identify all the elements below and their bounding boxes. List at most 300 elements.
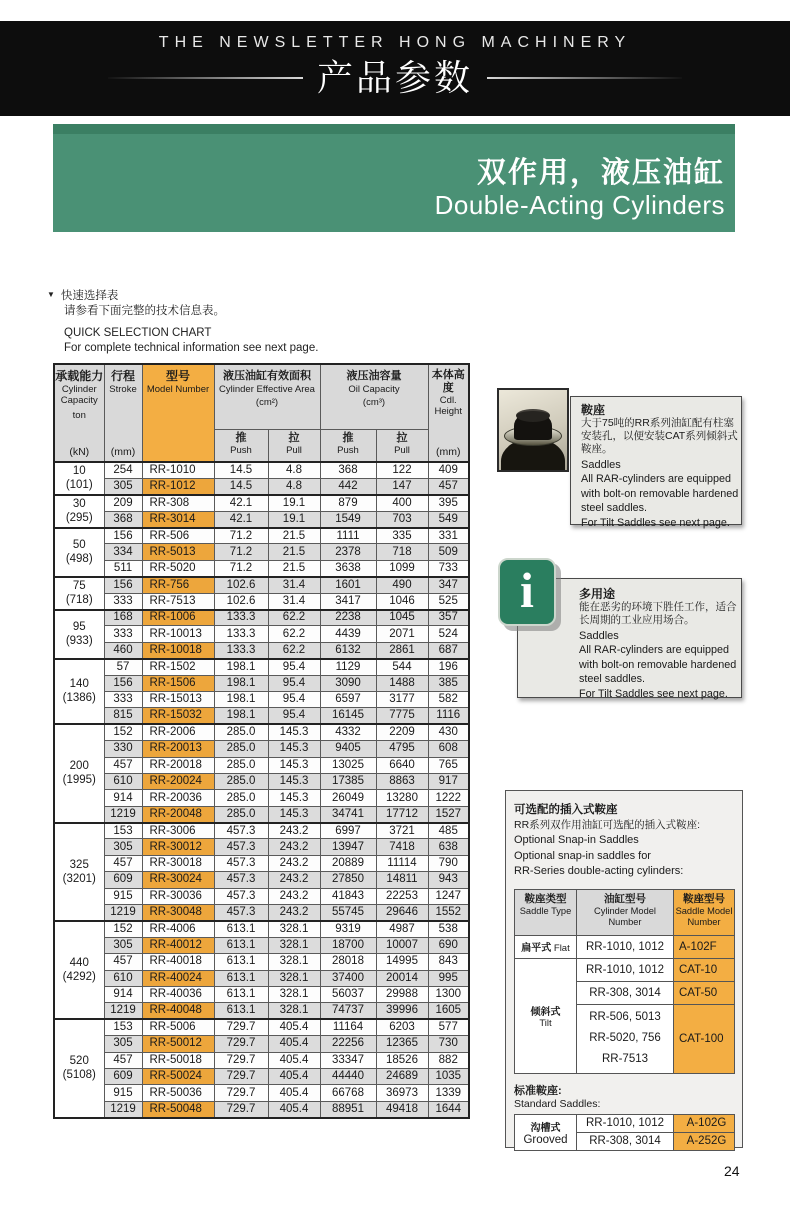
cyl-model-line: RR-7513 xyxy=(601,1053,649,1065)
model-cell: RR-10018 xyxy=(142,642,214,658)
model-cell: RR-2006 xyxy=(142,724,214,740)
oil-push-cell: 879 xyxy=(320,495,376,511)
area-push-cell: 729.7 xyxy=(214,1068,268,1084)
header-capacity-ton: ton xyxy=(72,410,86,421)
versatility-en-line: with bolt-on removable hardened xyxy=(579,658,737,671)
table-row xyxy=(54,1101,469,1117)
height-cell: 524 xyxy=(428,626,469,642)
oil-push-cell: 3090 xyxy=(320,675,376,691)
model-cell: RR-50012 xyxy=(142,1036,214,1052)
capacity-cell: 440 (4292) xyxy=(54,921,104,1019)
oil-pull-cell: 29646 xyxy=(376,905,428,921)
area-pull-cell: 62.2 xyxy=(268,626,320,642)
cyl-model-line: RR-506, 5013 xyxy=(589,1011,661,1023)
area-pull-cell: 4.8 xyxy=(268,462,320,478)
model-cell: RR-10013 xyxy=(142,626,214,642)
area-push-cell: 102.6 xyxy=(214,593,268,609)
height-cell: 917 xyxy=(428,773,469,789)
capacity-cell: 50 (498) xyxy=(54,528,104,577)
height-cell: 843 xyxy=(428,954,469,970)
optional-saddles-box xyxy=(505,790,743,1148)
oil-pull-cell: 20014 xyxy=(376,970,428,986)
header-oil-pull xyxy=(376,430,428,462)
area-push-cell: 71.2 xyxy=(214,528,268,544)
oil-push-cell: 41843 xyxy=(320,888,376,904)
header-capacity xyxy=(54,364,104,462)
standard-saddle-table xyxy=(514,1114,735,1151)
table-row xyxy=(54,528,469,544)
stroke-cell: 457 xyxy=(104,1052,142,1068)
model-cell: RR-50024 xyxy=(142,1068,214,1084)
area-pull-cell: 145.3 xyxy=(268,724,320,740)
table-row xyxy=(54,987,469,1003)
saddles-en-line: steel saddles. xyxy=(581,502,648,514)
area-push-cell: 14.5 xyxy=(214,462,268,478)
saddles-en-line: All RAR-cylinders are equipped xyxy=(581,473,732,485)
stroke-cell: 153 xyxy=(104,823,142,839)
oil-pull-cell: 6203 xyxy=(376,1019,428,1035)
table-row xyxy=(54,1068,469,1084)
opt-col1-zh: 鞍座类型 xyxy=(524,892,567,905)
oil-pull-cell: 3721 xyxy=(376,823,428,839)
area-push-cell: 42.1 xyxy=(214,495,268,511)
area-pull-cell: 21.5 xyxy=(268,544,320,560)
area-pull-cell: 328.1 xyxy=(268,970,320,986)
model-cell: RR-40018 xyxy=(142,954,214,970)
header-area-en: Cylinder Effective Area xyxy=(219,384,315,395)
oil-pull-cell: 147 xyxy=(376,478,428,494)
saddles-title-zh: 鞍座 xyxy=(581,403,606,417)
oil-push-cell: 55745 xyxy=(320,905,376,921)
oil-pull-cell: 18526 xyxy=(376,1052,428,1068)
oil-push-cell: 13025 xyxy=(320,757,376,773)
oil-push-cell: 18700 xyxy=(320,937,376,953)
area-push-cell: 285.0 xyxy=(214,741,268,757)
height-cell: 1339 xyxy=(428,1085,469,1101)
header-height xyxy=(428,364,469,462)
area-pull-cell: 95.4 xyxy=(268,708,320,724)
opt-col1-en: Saddle Type xyxy=(519,905,572,916)
area-push-cell: 613.1 xyxy=(214,970,268,986)
header-area-pull xyxy=(268,430,320,462)
versatility-en-line: For Tilt Saddles see next page. xyxy=(579,687,728,700)
area-pull-cell: 243.2 xyxy=(268,839,320,855)
header-stroke-en: Stroke xyxy=(109,384,137,395)
area-pull-cell: 145.3 xyxy=(268,806,320,822)
header-area-unit: (cm²) xyxy=(255,397,279,408)
saddle-type-cell xyxy=(515,935,577,958)
optional-saddle-table xyxy=(514,889,735,1074)
masthead-title-row xyxy=(0,57,790,99)
model-cell: RR-1010 xyxy=(142,462,214,478)
area-push-cell: 457.3 xyxy=(214,905,268,921)
area-push-cell: 613.1 xyxy=(214,937,268,953)
masthead-title: 产品参数 xyxy=(316,57,473,98)
saddles-en-line: with bolt-on removable hardened xyxy=(581,487,739,500)
height-cell: 1644 xyxy=(428,1101,469,1117)
area-pull-cell: 405.4 xyxy=(268,1085,320,1101)
oil-push-cell: 2378 xyxy=(320,544,376,560)
saddle-type-cell xyxy=(515,958,577,1073)
saddle-model-cell: CAT-100 xyxy=(674,1004,735,1073)
stroke-cell: 609 xyxy=(104,1068,142,1084)
oil-push-cell: 37400 xyxy=(320,970,376,986)
height-cell: 765 xyxy=(428,757,469,773)
info-icon-glyph: i xyxy=(520,562,534,618)
header-height-unit: (mm) xyxy=(436,446,461,458)
oil-push-cell: 11164 xyxy=(320,1019,376,1035)
table-row xyxy=(515,958,735,981)
oil-pull-cell: 10007 xyxy=(376,937,428,953)
table-row xyxy=(515,935,735,958)
saddle-model-cell: A-102G xyxy=(674,1114,735,1132)
model-cell: RR-30018 xyxy=(142,855,214,871)
header-area-push xyxy=(214,430,268,462)
table-row xyxy=(54,757,469,773)
versatility-zh-line: 能在恶劣的环境下胜任工作，适合 xyxy=(579,601,737,613)
stroke-cell: 457 xyxy=(104,954,142,970)
oil-push-cell: 442 xyxy=(320,478,376,494)
cyl-model-cell: RR-308, 3014 xyxy=(577,981,674,1004)
area-push-cell: 729.7 xyxy=(214,1085,268,1101)
area-push-cell: 613.1 xyxy=(214,954,268,970)
area-pull-cell: 405.4 xyxy=(268,1101,320,1117)
optional-subtitle-en: Optional snap-in saddles for xyxy=(514,849,651,862)
model-cell: RR-40048 xyxy=(142,1003,214,1019)
oil-push-cell: 28018 xyxy=(320,954,376,970)
intro-line3: QUICK SELECTION CHART xyxy=(64,327,212,339)
banner-title-en: Double-Acting Cylinders xyxy=(434,190,725,220)
oil-pull-cell: 1099 xyxy=(376,560,428,576)
versatility-title-en: Saddles xyxy=(579,630,619,642)
stroke-cell: 460 xyxy=(104,642,142,658)
oil-push-cell: 368 xyxy=(320,462,376,478)
oil-push-cell: 16145 xyxy=(320,708,376,724)
stroke-cell: 915 xyxy=(104,1085,142,1101)
oil-push-cell: 88951 xyxy=(320,1101,376,1117)
oil-pull-cell: 8863 xyxy=(376,773,428,789)
table-row xyxy=(54,773,469,789)
oil-push-cell: 44440 xyxy=(320,1068,376,1084)
cyl-model-cell: RR-1010, 1012 xyxy=(577,958,674,981)
model-cell: RR-1502 xyxy=(142,659,214,675)
oil-pull-cell: 22253 xyxy=(376,888,428,904)
height-cell: 395 xyxy=(428,495,469,511)
area-push-cell: 613.1 xyxy=(214,921,268,937)
height-cell: 430 xyxy=(428,724,469,740)
area-push-cell: 729.7 xyxy=(214,1036,268,1052)
table-row xyxy=(54,921,469,937)
stroke-cell: 305 xyxy=(104,1036,142,1052)
oil-pull-cell: 490 xyxy=(376,577,428,593)
area-pull-cell: 243.2 xyxy=(268,855,320,871)
oil-pull-cell: 14995 xyxy=(376,954,428,970)
model-cell: RR-1012 xyxy=(142,478,214,494)
height-cell: 1222 xyxy=(428,790,469,806)
oil-pull-cell: 6640 xyxy=(376,757,428,773)
opt-col2-en2: Number xyxy=(608,916,642,927)
stroke-cell: 168 xyxy=(104,610,142,626)
opt-header-saddle-model xyxy=(674,889,735,935)
area-push-cell: 285.0 xyxy=(214,806,268,822)
height-cell: 790 xyxy=(428,855,469,871)
oil-pull-cell: 7775 xyxy=(376,708,428,724)
stroke-cell: 305 xyxy=(104,478,142,494)
area-pull-cell: 19.1 xyxy=(268,511,320,527)
height-cell: 331 xyxy=(428,528,469,544)
table-row xyxy=(54,560,469,576)
pull-en: Pull xyxy=(286,445,302,457)
area-push-cell: 198.1 xyxy=(214,708,268,724)
height-cell: 457 xyxy=(428,478,469,494)
table-row xyxy=(54,593,469,609)
capacity-cell: 200 (1995) xyxy=(54,724,104,822)
oil-push-cell: 1549 xyxy=(320,511,376,527)
header-stroke-zh: 行程 xyxy=(110,369,135,383)
saddle-type-cell xyxy=(515,1114,577,1150)
saddle-photo xyxy=(497,388,569,472)
oil-push-cell: 74737 xyxy=(320,1003,376,1019)
pull-zh: 拉 xyxy=(288,432,300,445)
stroke-cell: 156 xyxy=(104,577,142,593)
area-pull-cell: 145.3 xyxy=(268,773,320,789)
pull-en: Pull xyxy=(394,445,410,457)
intro-line1 xyxy=(47,287,318,304)
oil-push-cell: 9405 xyxy=(320,741,376,757)
stroke-cell: 333 xyxy=(104,691,142,707)
stroke-cell: 152 xyxy=(104,724,142,740)
cylinder-table-body xyxy=(54,462,469,1118)
model-cell: RR-7513 xyxy=(142,593,214,609)
table-row xyxy=(54,954,469,970)
height-cell: 638 xyxy=(428,839,469,855)
oil-pull-cell: 17712 xyxy=(376,806,428,822)
table-row xyxy=(54,1036,469,1052)
capacity-cell: 325 (3201) xyxy=(54,823,104,921)
saddles-title-en: Saddles xyxy=(581,459,621,471)
stroke-cell: 368 xyxy=(104,511,142,527)
oil-pull-cell: 4987 xyxy=(376,921,428,937)
oil-pull-cell: 36973 xyxy=(376,1085,428,1101)
height-cell: 730 xyxy=(428,1036,469,1052)
cyl-model-cell: RR-1010, 1012 xyxy=(577,1114,674,1132)
height-cell: 525 xyxy=(428,593,469,609)
oil-push-cell: 33347 xyxy=(320,1052,376,1068)
height-cell: 1247 xyxy=(428,888,469,904)
oil-pull-cell: 13280 xyxy=(376,790,428,806)
oil-pull-cell: 122 xyxy=(376,462,428,478)
height-cell: 549 xyxy=(428,511,469,527)
area-pull-cell: 145.3 xyxy=(268,757,320,773)
height-cell: 538 xyxy=(428,921,469,937)
header-capacity-unit: (kN) xyxy=(69,446,90,458)
header-stroke xyxy=(104,364,142,462)
oil-push-cell: 2238 xyxy=(320,610,376,626)
height-cell: 943 xyxy=(428,872,469,888)
area-pull-cell: 95.4 xyxy=(268,691,320,707)
model-cell: RR-50048 xyxy=(142,1101,214,1117)
oil-pull-cell: 24689 xyxy=(376,1068,428,1084)
area-pull-cell: 21.5 xyxy=(268,560,320,576)
cylinder-cap-top-shape xyxy=(516,409,550,422)
masthead-line-right xyxy=(487,77,682,79)
pull-zh: 拉 xyxy=(396,432,408,445)
masthead xyxy=(0,21,790,116)
oil-push-cell: 56037 xyxy=(320,987,376,1003)
oil-push-cell: 6597 xyxy=(320,691,376,707)
table-row xyxy=(515,1114,735,1132)
oil-push-cell: 3417 xyxy=(320,593,376,609)
oil-pull-cell: 29988 xyxy=(376,987,428,1003)
area-push-cell: 457.3 xyxy=(214,872,268,888)
area-pull-cell: 243.2 xyxy=(268,872,320,888)
height-cell: 385 xyxy=(428,675,469,691)
saddles-zh-line: 鞍座。 xyxy=(581,443,613,455)
push-en: Push xyxy=(230,445,252,457)
oil-pull-cell: 1045 xyxy=(376,610,428,626)
model-cell: RR-20013 xyxy=(142,741,214,757)
info-icon xyxy=(498,558,556,626)
stroke-cell: 305 xyxy=(104,937,142,953)
stroke-cell: 1219 xyxy=(104,806,142,822)
saddle-model-cell: A-252G xyxy=(674,1132,735,1150)
stroke-cell: 57 xyxy=(104,659,142,675)
saddles-zh-line: 大于75吨的RR系列油缸配有柱塞 xyxy=(581,417,734,429)
oil-pull-cell: 39996 xyxy=(376,1003,428,1019)
capacity-cell: 10 (101) xyxy=(54,462,104,495)
area-push-cell: 198.1 xyxy=(214,659,268,675)
oil-push-cell: 66768 xyxy=(320,1085,376,1101)
banner-titles xyxy=(435,157,725,221)
oil-pull-cell: 2209 xyxy=(376,724,428,740)
height-cell: 733 xyxy=(428,560,469,576)
cyl-model-cell: RR-1010, 1012 xyxy=(577,935,674,958)
oil-pull-cell: 12365 xyxy=(376,1036,428,1052)
bullet-triangle-icon: ▼ xyxy=(47,290,55,299)
stroke-cell: 209 xyxy=(104,495,142,511)
header-height-en: Cdl. Height xyxy=(434,395,462,417)
versatility-zh-line: 长周期的工业应用场合。 xyxy=(579,614,695,626)
grooved-zh: 沟槽式 xyxy=(530,1122,561,1134)
table-row xyxy=(54,1085,469,1101)
model-cell: RR-20048 xyxy=(142,806,214,822)
flat-en: Flat xyxy=(553,943,570,954)
model-cell: RR-15013 xyxy=(142,691,214,707)
cylinder-spec-table xyxy=(53,363,470,1119)
area-push-cell: 613.1 xyxy=(214,987,268,1003)
area-push-cell: 42.1 xyxy=(214,511,268,527)
height-cell: 1035 xyxy=(428,1068,469,1084)
capacity-cell: 520 (5108) xyxy=(54,1019,104,1117)
area-push-cell: 457.3 xyxy=(214,823,268,839)
area-push-cell: 71.2 xyxy=(214,560,268,576)
height-cell: 1552 xyxy=(428,905,469,921)
standard-title-zh: 标准鞍座: xyxy=(514,1084,562,1097)
height-cell: 509 xyxy=(428,544,469,560)
tilt-en: Tilt xyxy=(539,1017,552,1029)
area-push-cell: 285.0 xyxy=(214,773,268,789)
header-oil-unit: (cm³) xyxy=(362,397,386,408)
model-cell: RR-1006 xyxy=(142,610,214,626)
oil-pull-cell: 4795 xyxy=(376,741,428,757)
area-pull-cell: 62.2 xyxy=(268,610,320,626)
stroke-cell: 1219 xyxy=(104,1101,142,1117)
area-push-cell: 457.3 xyxy=(214,855,268,871)
model-cell: RR-15032 xyxy=(142,708,214,724)
oil-push-cell: 17385 xyxy=(320,773,376,789)
model-cell: RR-5020 xyxy=(142,560,214,576)
saddle-model-cell: CAT-10 xyxy=(674,958,735,981)
table-row xyxy=(54,642,469,658)
table-row xyxy=(54,610,469,626)
flat-zh: 扁平式 xyxy=(521,943,552,954)
table-row xyxy=(54,659,469,675)
table-row xyxy=(54,675,469,691)
oil-pull-cell: 2861 xyxy=(376,642,428,658)
model-cell: RR-308 xyxy=(142,495,214,511)
model-cell: RR-756 xyxy=(142,577,214,593)
height-cell: 582 xyxy=(428,691,469,707)
table-row xyxy=(54,905,469,921)
area-push-cell: 729.7 xyxy=(214,1101,268,1117)
oil-push-cell: 22256 xyxy=(320,1036,376,1052)
area-pull-cell: 328.1 xyxy=(268,954,320,970)
area-push-cell: 14.5 xyxy=(214,478,268,494)
cyl-model-cell xyxy=(577,1004,674,1073)
header-model-zh: 型号 xyxy=(165,369,190,383)
oil-push-cell: 27850 xyxy=(320,872,376,888)
area-pull-cell: 145.3 xyxy=(268,741,320,757)
header-oil-zh: 液压油容量 xyxy=(346,370,402,382)
model-cell: RR-20036 xyxy=(142,790,214,806)
oil-pull-cell: 49418 xyxy=(376,1101,428,1117)
area-push-cell: 133.3 xyxy=(214,642,268,658)
saddles-box xyxy=(570,396,742,529)
table-row xyxy=(54,708,469,724)
area-pull-cell: 328.1 xyxy=(268,1003,320,1019)
area-pull-cell: 145.3 xyxy=(268,790,320,806)
model-cell: RR-20018 xyxy=(142,757,214,773)
header-oil-push xyxy=(320,430,376,462)
area-pull-cell: 328.1 xyxy=(268,921,320,937)
model-cell: RR-4006 xyxy=(142,921,214,937)
banner-title-zh: 双作用，液压油缸 xyxy=(476,157,725,189)
oil-push-cell: 26049 xyxy=(320,790,376,806)
opt-col2-en1: Cylinder Model xyxy=(593,905,656,916)
height-cell: 196 xyxy=(428,659,469,675)
stroke-cell: 914 xyxy=(104,790,142,806)
model-cell: RR-3014 xyxy=(142,511,214,527)
stroke-cell: 457 xyxy=(104,855,142,871)
table-row xyxy=(54,724,469,740)
oil-push-cell: 1129 xyxy=(320,659,376,675)
area-push-cell: 71.2 xyxy=(214,544,268,560)
standard-title-en: Standard Saddles: xyxy=(514,1097,601,1110)
table-row xyxy=(54,839,469,855)
stroke-cell: 334 xyxy=(104,544,142,560)
header-area-zh: 液压油缸有效面积 xyxy=(223,370,311,382)
area-push-cell: 285.0 xyxy=(214,790,268,806)
height-cell: 608 xyxy=(428,741,469,757)
table-row xyxy=(54,823,469,839)
table-row xyxy=(54,1003,469,1019)
push-en: Push xyxy=(337,445,359,457)
push-zh: 推 xyxy=(342,432,354,445)
stroke-cell: 333 xyxy=(104,626,142,642)
model-cell: RR-30024 xyxy=(142,872,214,888)
table-row xyxy=(54,478,469,494)
area-push-cell: 457.3 xyxy=(214,888,268,904)
